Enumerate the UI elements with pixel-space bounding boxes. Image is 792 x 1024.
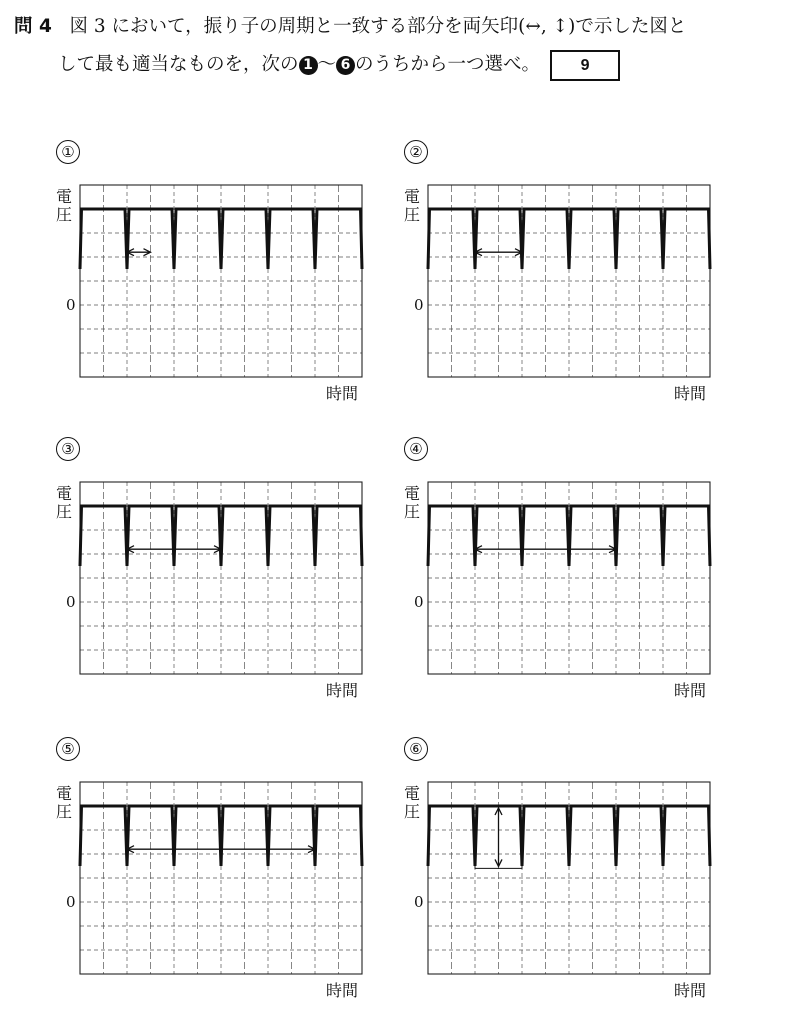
y-axis-label-2: 圧 bbox=[404, 502, 421, 521]
question-text-2a: して最も適当なものを，次の bbox=[58, 54, 299, 75]
x-axis-label: 時間 bbox=[326, 384, 359, 403]
answer-box[interactable]: 9 bbox=[550, 50, 620, 81]
voltage-waveform bbox=[428, 806, 710, 866]
choice-range-sep: ～ bbox=[317, 54, 337, 75]
choice-number: ⑤ bbox=[56, 737, 80, 761]
voltage-waveform bbox=[80, 806, 362, 866]
y-axis-label-1: 電 bbox=[404, 784, 421, 803]
oscilloscope-grid bbox=[80, 782, 362, 974]
x-axis-label: 時間 bbox=[674, 681, 707, 700]
voltage-waveform bbox=[80, 209, 362, 269]
voltage-waveform bbox=[80, 506, 362, 566]
choice-number: ③ bbox=[56, 437, 80, 461]
y-axis-label-1: 電 bbox=[56, 187, 73, 206]
choice-range-end: 6 bbox=[336, 56, 355, 75]
x-axis-label: 時間 bbox=[674, 384, 707, 403]
zero-label: 0 bbox=[414, 296, 424, 314]
choice-panel-4[interactable] bbox=[404, 437, 724, 707]
choice-panel-6[interactable] bbox=[404, 737, 724, 1007]
y-axis-label-1: 電 bbox=[56, 784, 73, 803]
x-axis-label: 時間 bbox=[326, 681, 359, 700]
choice-range-start: 1 bbox=[299, 56, 318, 75]
y-axis-label-2: 圧 bbox=[56, 502, 73, 521]
zero-label: 0 bbox=[66, 893, 76, 911]
y-axis-label-2: 圧 bbox=[404, 205, 421, 224]
choice-panel-1[interactable] bbox=[56, 140, 376, 410]
y-axis-label-2: 圧 bbox=[404, 802, 421, 821]
x-axis-label: 時間 bbox=[326, 981, 359, 1000]
question-text-1: 図 3 において，振り子の周期と一致する部分を両矢印(↔, ↕)で示した図と bbox=[69, 16, 687, 37]
choice-panel-3[interactable] bbox=[56, 437, 376, 707]
choice-number: ① bbox=[56, 140, 80, 164]
y-axis-label-2: 圧 bbox=[56, 802, 73, 821]
oscilloscope-grid bbox=[428, 482, 710, 674]
choice-number: ④ bbox=[404, 437, 428, 461]
y-axis-label-1: 電 bbox=[56, 484, 73, 503]
voltage-waveform bbox=[428, 209, 710, 269]
oscilloscope-grid bbox=[428, 782, 710, 974]
x-axis-label: 時間 bbox=[674, 981, 707, 1000]
question-text-2b: のうちから一つ選べ。 bbox=[355, 54, 541, 75]
choice-number: ② bbox=[404, 140, 428, 164]
question-line-2 bbox=[14, 46, 784, 84]
zero-label: 0 bbox=[66, 593, 76, 611]
question-block bbox=[14, 8, 784, 84]
choice-panel-2[interactable] bbox=[404, 140, 724, 410]
question-line-1 bbox=[14, 8, 784, 46]
y-axis-label-1: 電 bbox=[404, 187, 421, 206]
y-axis-label-2: 圧 bbox=[56, 205, 73, 224]
question-number: 問 4 bbox=[14, 16, 52, 37]
choice-panel-5[interactable] bbox=[56, 737, 376, 1007]
choice-number: ⑥ bbox=[404, 737, 428, 761]
oscilloscope-grid bbox=[80, 185, 362, 377]
y-axis-label-1: 電 bbox=[404, 484, 421, 503]
zero-label: 0 bbox=[66, 296, 76, 314]
oscilloscope-grid bbox=[428, 185, 710, 377]
voltage-waveform bbox=[428, 506, 710, 566]
oscilloscope-grid bbox=[80, 482, 362, 674]
zero-label: 0 bbox=[414, 593, 424, 611]
zero-label: 0 bbox=[414, 893, 424, 911]
